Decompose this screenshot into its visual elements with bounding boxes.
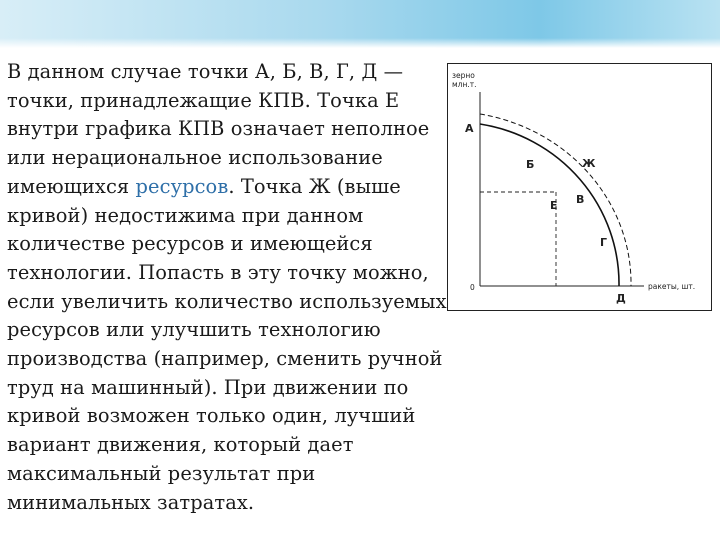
point-v-label: В [576, 193, 585, 206]
header-gradient-band [0, 0, 720, 48]
ppf-diagram [447, 63, 712, 311]
origin-label: 0 [470, 283, 475, 292]
y-axis-label-line2: млн.т. [452, 80, 477, 89]
body-paragraph [7, 58, 447, 517]
y-axis-label-line1: зерно [452, 71, 475, 80]
point-d-label: Д [616, 292, 626, 305]
point-g-label: Г [600, 236, 608, 249]
point-zh-label: Ж [582, 157, 596, 170]
body-text-after: . Точка Ж (выше кривой) недостижима при данном количестве ресурсов и имеющейся технологии. Попасть в эту точку можно, если увеличить количество используемых ресурсов или улучшить технологию производства (например, сменить ручной труд на машинный). При движении по кривой возможен только один, лучший вариант движения, который дает максимальный результат при минимальных затратах. [7, 174, 447, 514]
body-text-before: В данном случае точки А, Б, В, Г, Д — точки, принадлежащие КПВ. Точка Е внутри графика КПВ означает неполное или нерациональное использование имеющихся [7, 60, 430, 198]
resources-link[interactable]: ресурсов [135, 174, 229, 198]
point-a-label: А [465, 122, 474, 135]
ppf-diagram-svg [448, 64, 711, 310]
point-e-label: Е [550, 199, 558, 212]
x-axis-label: ракеты, шт. [648, 282, 696, 291]
point-b-label: Б [526, 158, 535, 171]
